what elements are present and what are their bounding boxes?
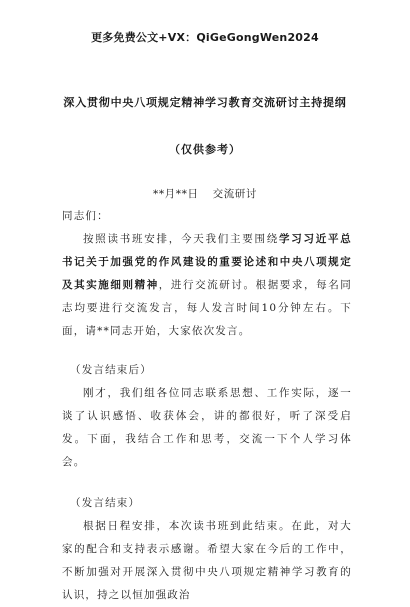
paragraph-summary: 刚才，我们组各位同志联系思想、工作实际，逐一谈了认识感悟、收获体会，讲的都很好，听了深受启发。下面，我结合工作和思考，交流一下个人学习体会。 [62,387,352,468]
paragraph-lead: 按照读书班安排，今天我们主要围绕 [83,233,280,245]
date-text: **月**日 [152,188,199,200]
paragraph-closing: 根据日程安排，本次读书班到此结束。在此，对大家的配合和支持表示感谢。希望大家在今后的工作中，不断加强对开展深入贯彻中央八项规定精神学习教育的认识，持之以恒加强政治 [62,520,352,601]
promo-header: 更多免费公文+VX：QiGeGongWen2024 [91,31,319,44]
greeting: 同志们： [62,210,109,222]
document-subtitle: （仅供参考） [169,143,241,156]
paragraph-opening [62,228,352,343]
stage-note-2: （发言结束） [70,497,141,509]
paragraph-highlight: 学习习近平总书记关于加强党的作风建设的重要论述和中央八项规定及其实施细则精神 [62,233,353,291]
event-text: 交流研讨 [212,188,257,200]
document-title: 深入贯彻中央八项规定精神学习教育交流研讨主持提纲 [63,96,347,109]
date-line [0,186,410,201]
stage-note-1: （发言结束后） [70,364,152,376]
paragraph-rest: ，进行交流研讨。根据要求，每名同志均要进行交流发言，每人发言时间10分钟左右。下面，请**同志开始，大家依次发言。 [62,279,352,337]
